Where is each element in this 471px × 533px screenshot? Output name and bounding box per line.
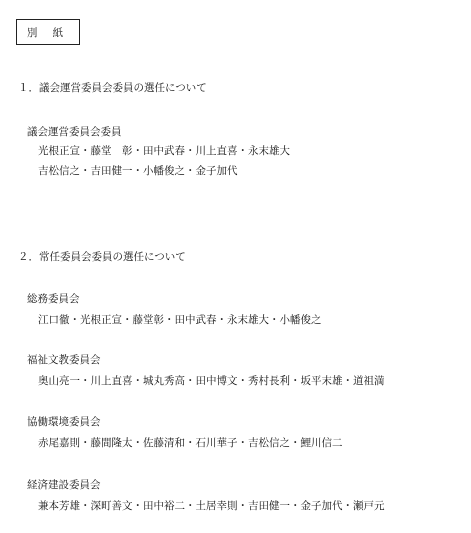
committee-name: 協働環境委員会 xyxy=(27,416,101,428)
committee-name-steering: 議会運営委員会委員 xyxy=(27,126,122,138)
section1-heading: １．議会運営委員会委員の選任について xyxy=(18,82,207,94)
committee-name: 総務委員会 xyxy=(27,293,80,305)
committee-members: 兼本芳雄・深町善文・田中裕二・土居幸則・吉田健一・金子加代・瀬戸元 xyxy=(38,500,385,512)
committee-members-line1: 光根正宣・藤堂 彰・田中武春・川上直喜・永末雄大 xyxy=(38,145,290,157)
section2-heading: ２．常任委員会委員の選任について xyxy=(18,251,186,263)
committee-name: 福祉文教委員会 xyxy=(27,354,101,366)
committee-name: 経済建設委員会 xyxy=(27,479,101,491)
committee-members: 赤尾嘉則・藤間隆太・佐藤清和・石川華子・吉松信之・鯉川信二 xyxy=(38,437,343,449)
committee-members: 奥山亮一・川上直喜・城丸秀高・田中博文・秀村長利・坂平末雄・道祖満 xyxy=(38,375,385,387)
committee-members: 江口徹・光根正宣・藤堂彰・田中武春・永末雄大・小幡俊之 xyxy=(38,314,322,326)
attachment-tag: 別 紙 xyxy=(16,19,80,45)
committee-members-line2: 吉松信之・吉田健一・小幡俊之・金子加代 xyxy=(38,165,238,177)
